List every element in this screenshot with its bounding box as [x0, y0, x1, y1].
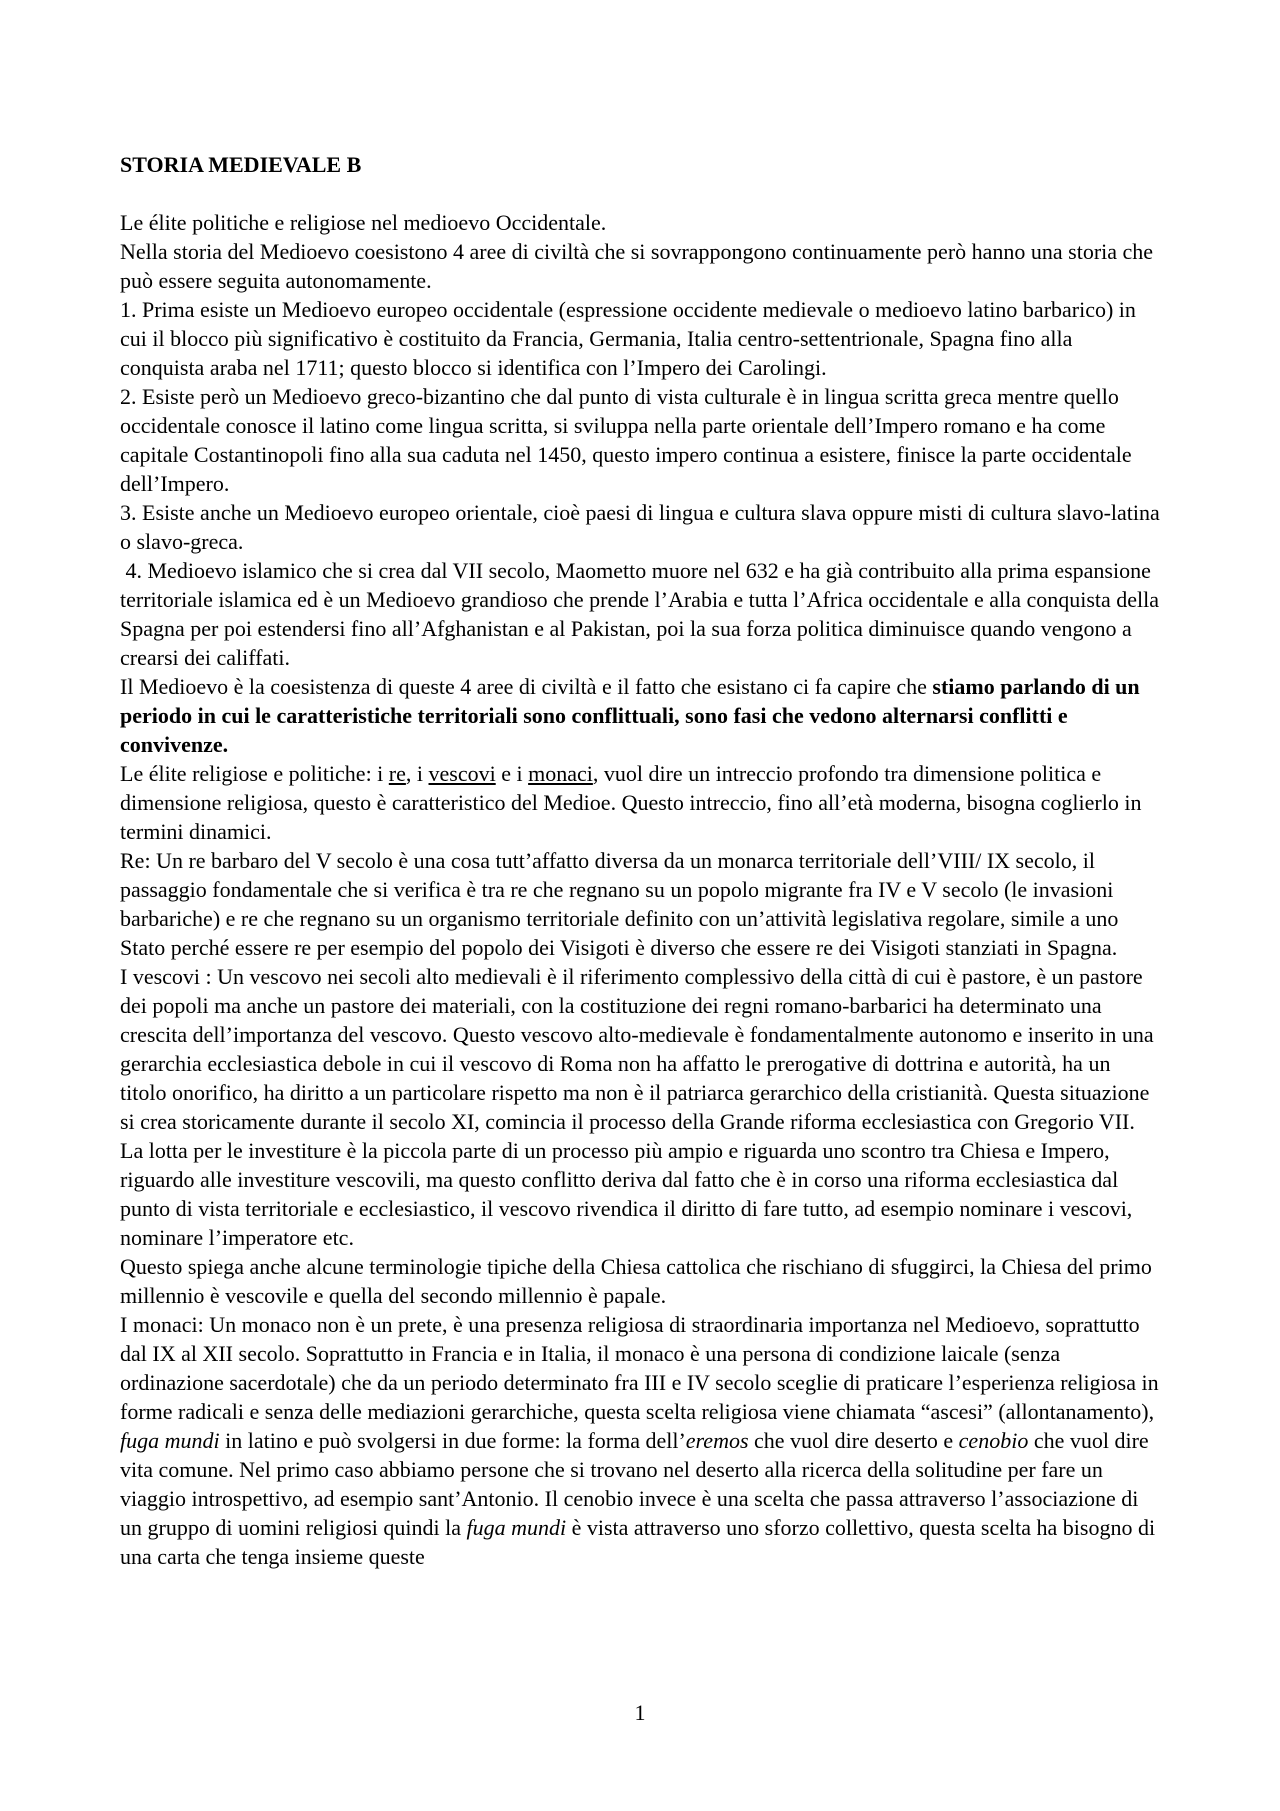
monaci-text-4: che vuol dire vita comune. Nel primo caso abbiamo persone che si trovano nel deserto alla ricerca della solitudine per fare un viaggio introspettivo, ad esempio sant’Antonio. Il cenobio invece è una scelta che passa attraverso l’associazione di un gruppo di uomini religiosi quindi la — [120, 1428, 1149, 1540]
monaci-term-fuga-mundi-2: fuga mundi — [466, 1515, 567, 1540]
elites-text-1: Le élite religiose e politiche: i — [120, 761, 389, 786]
paragraph-terminologie: Questo spiega anche alcune terminologie tipiche della Chiesa cattolica che rischiano di sfuggirci, la Chiesa del primo millennio è vescovile e quella del secondo millennio è papale. — [120, 1254, 1152, 1308]
paragraph-coexistence — [120, 672, 1160, 759]
coexistence-text: Il Medioevo è la coesistenza di queste 4 aree di civiltà e il fatto che esistano ci fa capire che — [120, 674, 933, 699]
paragraph-re: Re: Un re barbaro del V secolo è una cosa tutt’affatto diversa da un monarca territoriale dell’VIII/ IX secolo, il passaggio fondamentale che si verifica è tra re che regnano su un popolo migrante fra IV e V secolo (le invasioni barbariche) e re che regnano su un organismo territoriale definito con un’attività legislativa regolare, simile a uno Stato perché essere re per esempio del popolo dei Visigoti è diverso che essere re dei Visigoti stanziati in Spagna. — [120, 848, 1119, 960]
monaci-term-eremos: eremos — [685, 1428, 749, 1453]
elites-term-monaci: monaci — [528, 761, 593, 786]
elites-text-3: e i — [495, 761, 529, 786]
elites-text-2: , i — [405, 761, 429, 786]
monaci-text-2: in latino e può svolgersi in due forme: la forma dell’ — [219, 1428, 686, 1453]
paragraph-area-4: 4. Medioevo islamico che si crea dal VII secolo, Maometto muore nel 632 e ha già contribuito alla prima espansione territoriale islamica ed è un Medioevo grandioso che prende l’Arabia e tutta l’Africa occidentale e alla conquista della Spagna per poi estendersi fino all’Afghanistan e al Pakistan, poi la sua forza politica diminuisce quando vengono a crearsi dei califfati. — [120, 558, 1165, 670]
paragraph-monaci — [120, 1310, 1160, 1571]
paragraph-area-3: 3. Esiste anche un Medioevo europeo orientale, cioè paesi di lingua e cultura slava oppure misti di cultura slavo-latina o slavo-greca. — [120, 500, 1160, 554]
document-title: STORIA MEDIEVALE B — [120, 152, 362, 177]
paragraph-subtitle: Le élite politiche e religiose nel medioevo Occidentale. — [120, 210, 607, 235]
monaci-text-5: è vista attraverso uno sforzo collettivo, questa scelta ha bisogno di una carta che tenga insieme queste — [120, 1515, 1156, 1569]
elites-term-vescovi: vescovi — [428, 761, 496, 786]
coexistence-bold-text: stiamo parlando di un periodo in cui le caratteristiche territoriali sono conflittuali, sono fasi che vedono alternarsi conflitti e convivenze. — [120, 674, 1140, 757]
paragraph-vescovi: I vescovi : Un vescovo nei secoli alto medievali è il riferimento complessivo della città di cui è pastore, è un pastore dei popoli ma anche un pastore dei materiali, con la costituzione dei regni romano-barbarici ha determinato una crescita dell’importanza del vescovo. Questo vescovo alto-medievale è fondamentalmente autonomo e inserito in una gerarchia ecclesiastica debole in cui il vescovo di Roma non ha affatto le prerogative di dottrina e autorità, ha un titolo onorifico, ha diritto a un particolare rispetto ma non è il patriarca gerarchico della cristianità. Questa situazione si crea storicamente durante il secolo XI, comincia il processo della Grande riforma ecclesiastica con Gregorio VII. La lotta per le investiture è la piccola parte di un processo più ampio e riguarda uno scontro tra Chiesa e Impero, riguardo alle investiture vescovili, ma questo conflitto deriva dal fatto che è in corso una riforma ecclesiastica dal punto di vista territoriale e ecclesiastico, il vescovo rivendica il diritto di fare tutto, ad esempio nominare i vescovi, nominare l’imperatore etc. — [120, 964, 1154, 1250]
monaci-term-fuga-mundi-1: fuga mundi — [120, 1428, 220, 1453]
monaci-text-3: che vuol dire deserto e — [748, 1428, 959, 1453]
monaci-term-cenobio: cenobio — [958, 1428, 1029, 1453]
monaci-text-1: I monaci: Un monaco non è un prete, è una presenza religiosa di straordinaria importanza nel Medioevo, soprattutto dal IX al XII secolo. Soprattutto in Francia e in Italia, il monaco è una persona di condizione laicale (senza ordinazione sacerdotale) che da un periodo determinato fra III e IV secolo sceglie di praticare l’esperienza religiosa in forme radicali e senza delle mediazioni gerarchiche, questa scelta religiosa viene chiamata “ascesi” (allontanamento), — [120, 1312, 1159, 1424]
document-body — [120, 150, 1165, 1571]
paragraph-area-2: 2. Esiste però un Medioevo greco-bizantino che dal punto di vista culturale è in lingua scritta greca mentre quello occidentale conosce il latino come lingua scritta, si sviluppa nella parte orientale dell’Impero romano e ha come capitale Costantinopoli fino alla sua caduta nel 1450, questo impero continua a esistere, finisce la parte occidentale dell’Impero. — [120, 384, 1132, 496]
paragraph-elites — [120, 759, 1160, 846]
paragraph-intro: Nella storia del Medioevo coesistono 4 aree di civiltà che si sovrappongono continuamente però hanno una storia che può essere seguita autonomamente. — [120, 239, 1154, 293]
paragraph-area-1: 1. Prima esiste un Medioevo europeo occidentale (espressione occidente medievale o medioevo latino barbarico) in cui il blocco più significativo è costituito da Francia, Germania, Italia centro-settentrionale, Spagna fino alla conquista araba nel 1711; questo blocco si identifica con l’Impero dei Carolingi. — [120, 297, 1136, 380]
elites-term-re: re — [388, 761, 406, 786]
elites-text-4: , vuol dire un intreccio profondo tra dimensione politica e dimensione religiosa, questo è caratteristico del Medioe. Questo intreccio, fino all’età moderna, bisogna coglierlo in termini dinamici. — [120, 761, 1142, 844]
page-number: 1 — [634, 1700, 646, 1725]
